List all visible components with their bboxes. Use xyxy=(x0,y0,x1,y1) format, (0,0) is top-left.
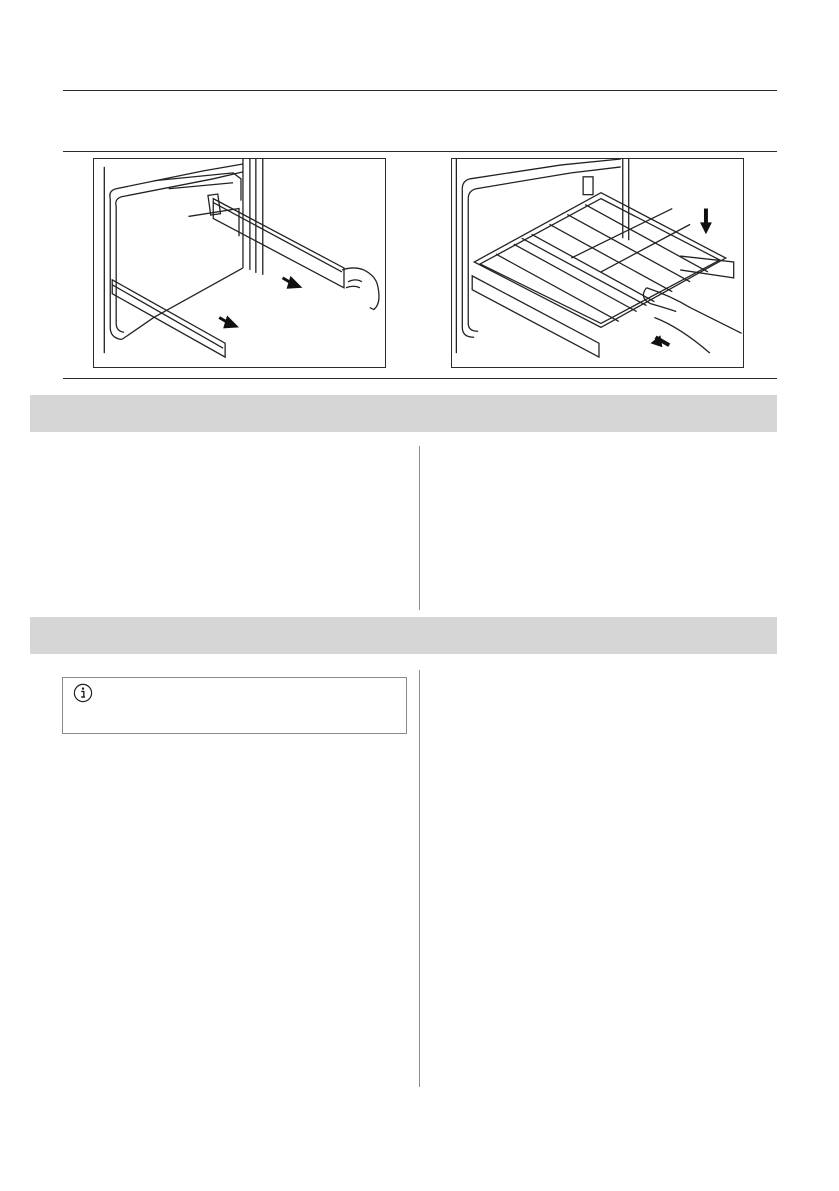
rail-insertion-drawing xyxy=(94,159,385,367)
shelf-on-rails-illustration xyxy=(451,158,744,368)
shelf-on-rails-drawing xyxy=(452,159,743,367)
figure-bottom-rule xyxy=(63,378,777,379)
column-divider-2 xyxy=(419,670,420,1087)
top-rule xyxy=(63,90,777,91)
info-icon xyxy=(73,683,93,703)
section-header-band-1 xyxy=(30,395,777,432)
rail-insertion-illustration xyxy=(93,158,386,368)
column-divider-1 xyxy=(419,446,420,610)
figure-top-rule xyxy=(63,151,777,152)
section-header-band-2 xyxy=(30,617,777,654)
info-note-box xyxy=(62,677,407,734)
